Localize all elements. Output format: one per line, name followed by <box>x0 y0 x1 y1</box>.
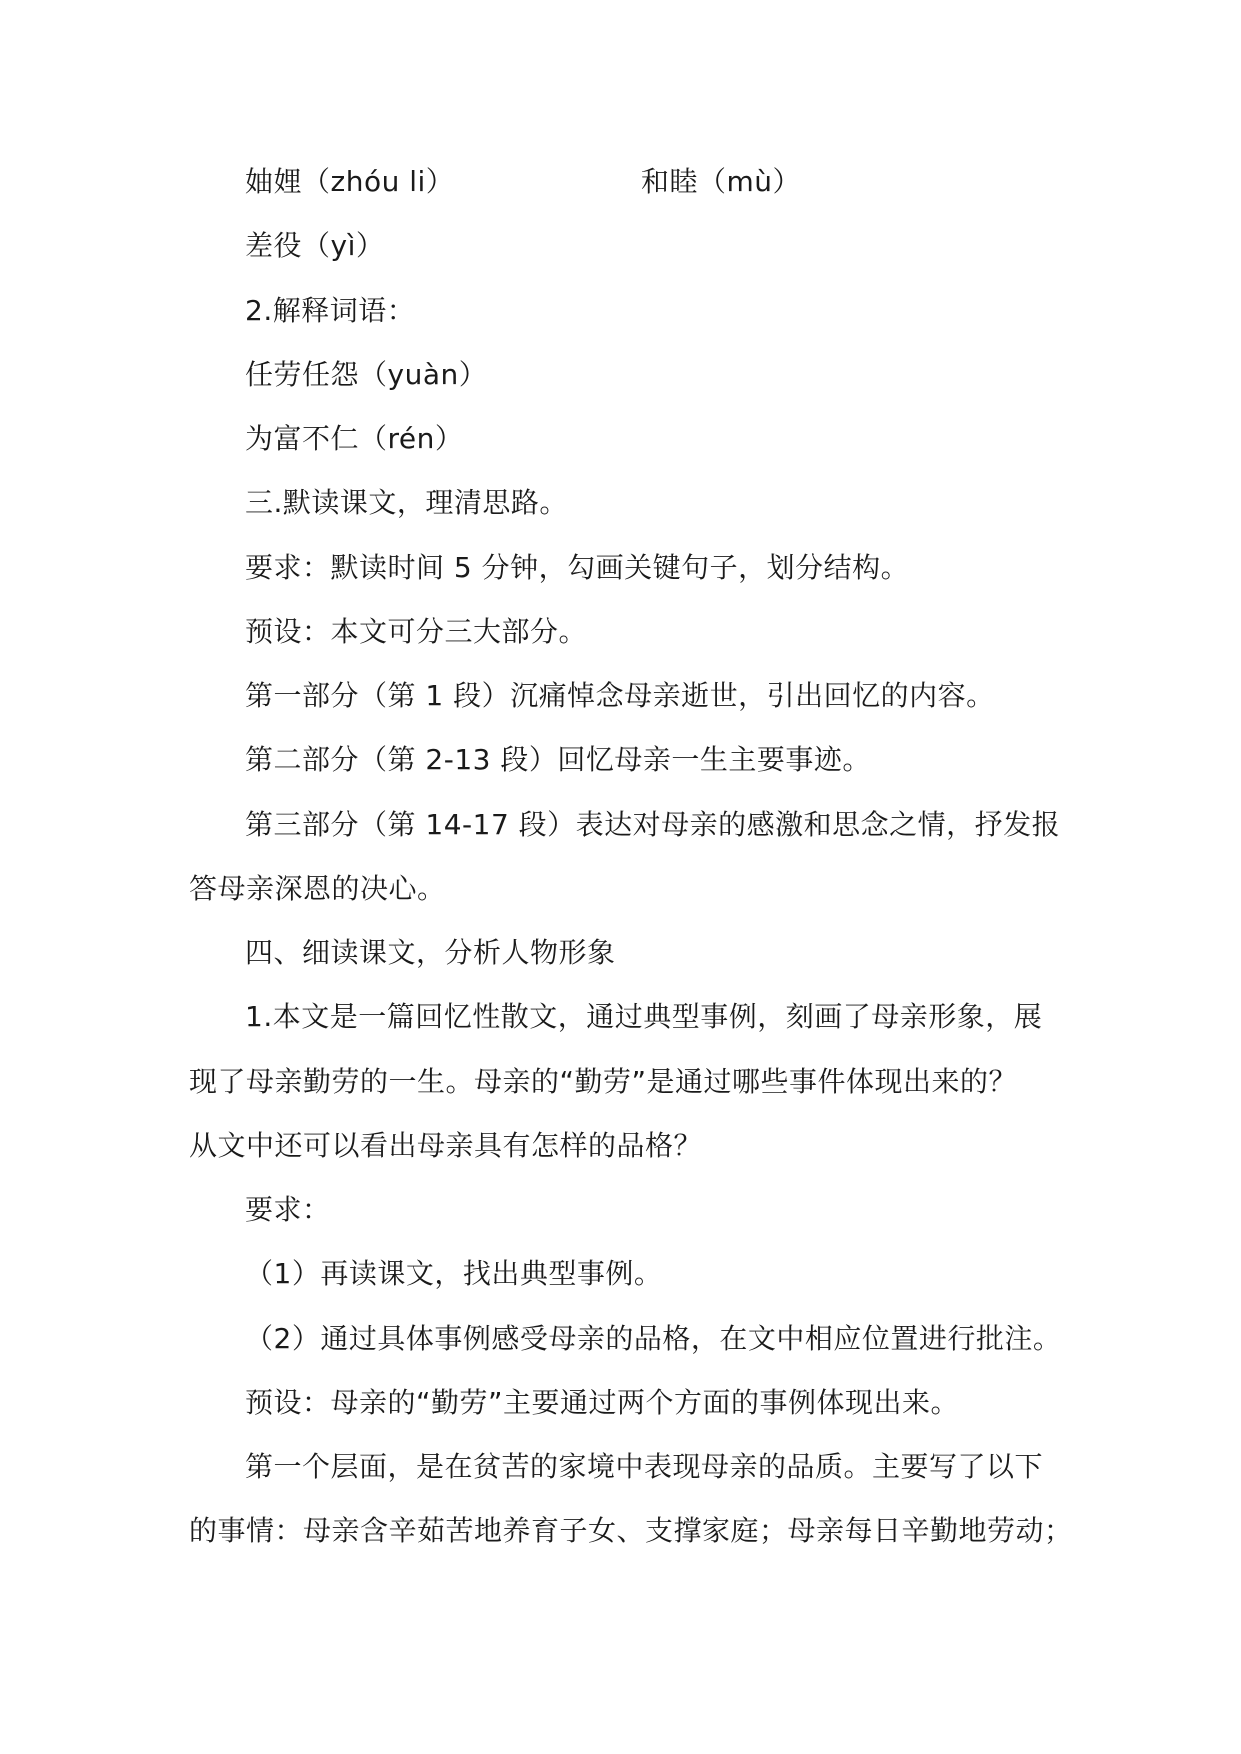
paragraph-requirement: 要求：默读时间 5 分钟，勾画关键句子，划分结构。 <box>245 551 910 584</box>
paragraph-first-aspect-cont: 的事情：母亲含辛茹苦地养育子女、支撑家庭；母亲每日辛勤地劳动； <box>189 1514 1073 1547</box>
vocab-zhouli: 妯娌（zhóu li） <box>245 165 455 198</box>
section-heading-close-reading: 四、细读课文，分析人物形象 <box>245 936 616 969</box>
list-item-requirement-2: （2）通过具体事例感受母亲的品格，在文中相应位置进行批注。 <box>245 1322 1062 1355</box>
paragraph-question-one-cont: 现了母亲勤劳的一生。母亲的“勤劳”是通过哪些事件体现出来的？ <box>189 1065 1018 1098</box>
vocab-hemu: 和睦（mù） <box>641 165 802 198</box>
paragraph-requirement-label: 要求： <box>245 1193 331 1226</box>
vocab-renlaorenyuan: 任劳任怨（yuàn） <box>245 358 488 391</box>
paragraph-preset-diligence: 预设：母亲的“勤劳”主要通过两个方面的事例体现出来。 <box>245 1386 960 1419</box>
section-heading-explain-words: 2.解释词语： <box>245 294 416 327</box>
paragraph-part-three-cont: 答母亲深恩的决心。 <box>189 872 446 905</box>
paragraph-part-two: 第二部分（第 2-13 段）回忆母亲一生主要事迹。 <box>245 743 871 776</box>
section-heading-silent-reading: 三.默读课文，理清思路。 <box>245 486 568 519</box>
paragraph-first-aspect: 第一个层面，是在贫苦的家境中表现母亲的品质。主要写了以下 <box>245 1450 1044 1483</box>
paragraph-question-one: 1.本文是一篇回忆性散文，通过典型事例，刻画了母亲形象，展 <box>245 1000 1043 1033</box>
paragraph-question-one-end: 从文中还可以看出母亲具有怎样的品格？ <box>189 1129 703 1162</box>
list-item-requirement-1: （1）再读课文，找出典型事例。 <box>245 1257 663 1290</box>
vocab-chaiyi: 差役（yì） <box>245 229 385 262</box>
paragraph-preset: 预设：本文可分三大部分。 <box>245 615 588 648</box>
vocab-weifuburen: 为富不仁（rén） <box>245 422 464 455</box>
paragraph-part-three: 第三部分（第 14-17 段）表达对母亲的感激和思念之情，抒发报 <box>245 808 1061 841</box>
paragraph-part-one: 第一部分（第 1 段）沉痛悼念母亲逝世，引出回忆的内容。 <box>245 679 995 712</box>
